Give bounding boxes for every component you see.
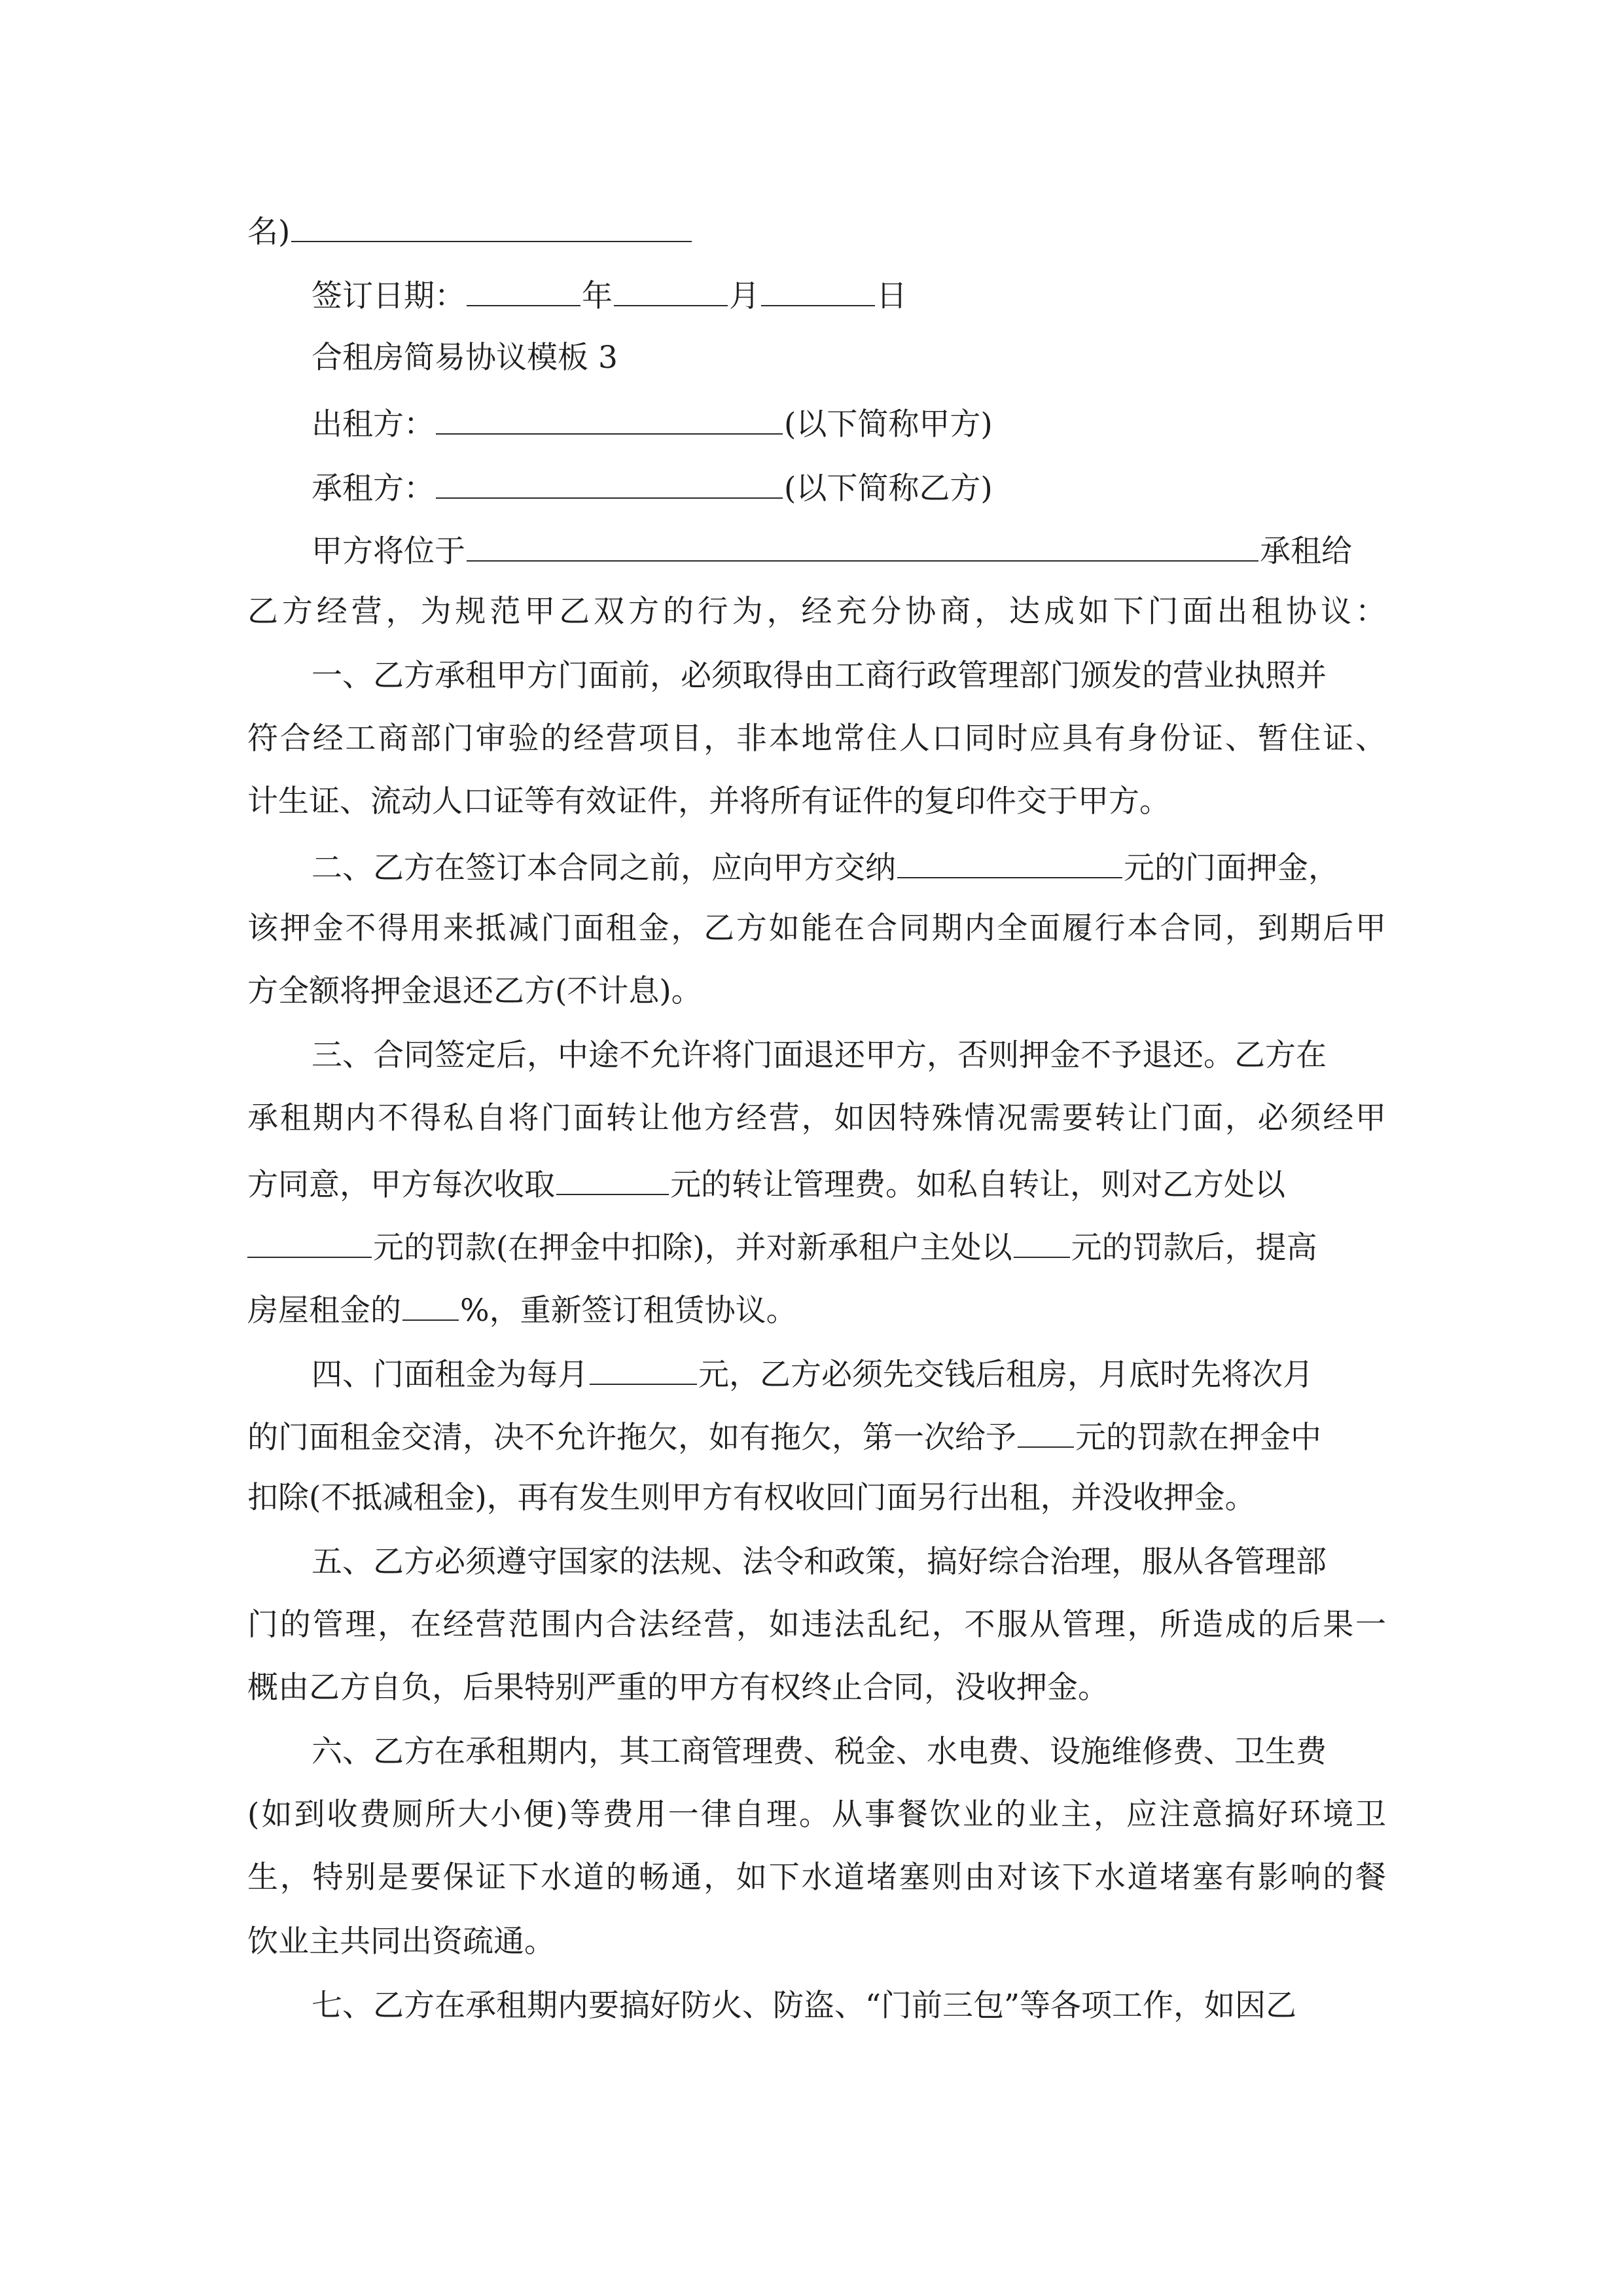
transfer-fee-line <box>247 1164 1285 1202</box>
text: 方同意，甲方每次收取 <box>247 1167 555 1203</box>
text: %，重新签订租赁协议。 <box>460 1293 797 1329</box>
arrears-line <box>247 1416 1321 1454</box>
penalty-line <box>247 1227 1317 1265</box>
paragraph-line: 生，特别是要保证下水道的畅通，如下水道堵塞则由对该下水道堵塞有影响的餐 <box>247 1859 1386 1895</box>
text: 四、门面租金为每月 <box>312 1357 588 1393</box>
paragraph-line: 七、乙方在承租期内要搞好防火、防盗、“门前三包”等各项工作，如因乙 <box>312 1988 1297 2024</box>
deposit-line <box>312 847 1339 885</box>
lessee-line <box>312 467 993 505</box>
text: 日 <box>876 278 907 314</box>
text: 承租给 <box>1260 533 1352 569</box>
rent-increase-line <box>247 1289 797 1327</box>
paragraph-line: 符合经工商部门审验的经营项目，非本地常住人口同时应具有身份证、暂住证、 <box>247 721 1386 757</box>
blank-lessee <box>436 467 783 499</box>
blank-lessor <box>436 403 783 435</box>
blank-month <box>614 275 728 306</box>
signature-line-end <box>247 211 693 249</box>
text: 年 <box>582 278 613 314</box>
text: (以下简称甲方) <box>784 406 993 442</box>
paragraph-line: 概由乙方自负，后果特别严重的甲方有权终止合同，没收押金。 <box>247 1670 1109 1706</box>
text: 元的罚款在押金中 <box>1075 1420 1321 1456</box>
section-title: 合租房简易协议模板 3 <box>312 340 618 376</box>
text: 签订日期： <box>312 278 465 314</box>
signing-date-line <box>312 275 907 313</box>
text: 承租方： <box>312 471 435 507</box>
paragraph-line: 三、合同签定后，中途不允许将门面退还甲方，否则押金不予退还。乙方在 <box>312 1037 1327 1073</box>
blank-underline <box>291 211 692 242</box>
location-line <box>312 530 1352 568</box>
blank-transfer-fee <box>556 1164 669 1195</box>
paragraph-line: (如到收费厕所大小便)等费用一律自理。从事餐饮业的业主，应注意搞好环境卫 <box>247 1797 1386 1833</box>
paragraph-line: 五、乙方必须遵守国家的法规、法令和政策，搞好综合治理，服从各管理部 <box>312 1544 1327 1580</box>
text: 房屋租金的 <box>247 1293 401 1329</box>
blank-location <box>467 530 1258 562</box>
text: 的门面租金交清，决不允许拖欠，如有拖欠，第一次给予 <box>247 1420 1016 1456</box>
blank-penalty <box>247 1227 372 1258</box>
paragraph-line: 门的管理，在经营范围内合法经营，如违法乱纪，不服从管理，所造成的后果一 <box>247 1607 1386 1643</box>
blank-year <box>467 275 580 306</box>
paragraph-line: 承租期内不得私自将门面转让他方经营，如因特殊情况需要转让门面，必须经甲 <box>247 1100 1386 1136</box>
monthly-rent-line <box>312 1354 1313 1391</box>
text: 名) <box>247 214 291 250</box>
paragraph-line: 方全额将押金退还乙方(不计息)。 <box>247 973 702 1009</box>
text: 月 <box>729 278 760 314</box>
blank-deposit <box>897 847 1122 878</box>
blank-new-tenant-penalty <box>1014 1227 1070 1258</box>
text: 出租方： <box>312 406 435 442</box>
text: 元的门面押金， <box>1124 850 1339 886</box>
lessor-line <box>312 403 993 441</box>
paragraph-line: 扣除(不抵减租金)，再有发生则甲方有权收回门面另行出租，并没收押金。 <box>247 1480 1256 1516</box>
text: 元的罚款(在押金中扣除)，并对新承租户主处以 <box>373 1230 1012 1266</box>
text: 二、乙方在签订本合同之前，应向甲方交纳 <box>312 850 896 886</box>
text: (以下简称乙方) <box>784 471 993 507</box>
text: 甲方将位于 <box>312 533 465 569</box>
text: 元的罚款后，提高 <box>1071 1230 1317 1266</box>
paragraph-line: 六、乙方在承租期内，其工商管理费、税金、水电费、设施维修费、卫生费 <box>312 1734 1327 1770</box>
paragraph-line: 该押金不得用来抵减门面租金，乙方如能在合同期内全面履行本合同，到期后甲 <box>247 910 1386 946</box>
blank-monthly-rent <box>590 1354 697 1385</box>
blank-percent <box>402 1289 459 1321</box>
paragraph-line: 计生证、流动人口证等有效证件，并将所有证件的复印件交于甲方。 <box>247 783 1170 819</box>
paragraph-line: 乙方经营，为规范甲乙双方的行为，经充分协商，达成如下门面出租协议： <box>247 594 1386 630</box>
text: 元的转让管理费。如私自转让，则对乙方处以 <box>670 1167 1285 1203</box>
text: 元，乙方必须先交钱后租房，月底时先将次月 <box>698 1357 1313 1393</box>
blank-arrears-penalty <box>1018 1416 1074 1448</box>
paragraph-line: 饮业主共同出资疏通。 <box>247 1924 555 1960</box>
blank-day <box>761 275 875 306</box>
paragraph-line: 一、乙方承租甲方门面前，必须取得由工商行政管理部门颁发的营业执照并 <box>312 658 1327 694</box>
